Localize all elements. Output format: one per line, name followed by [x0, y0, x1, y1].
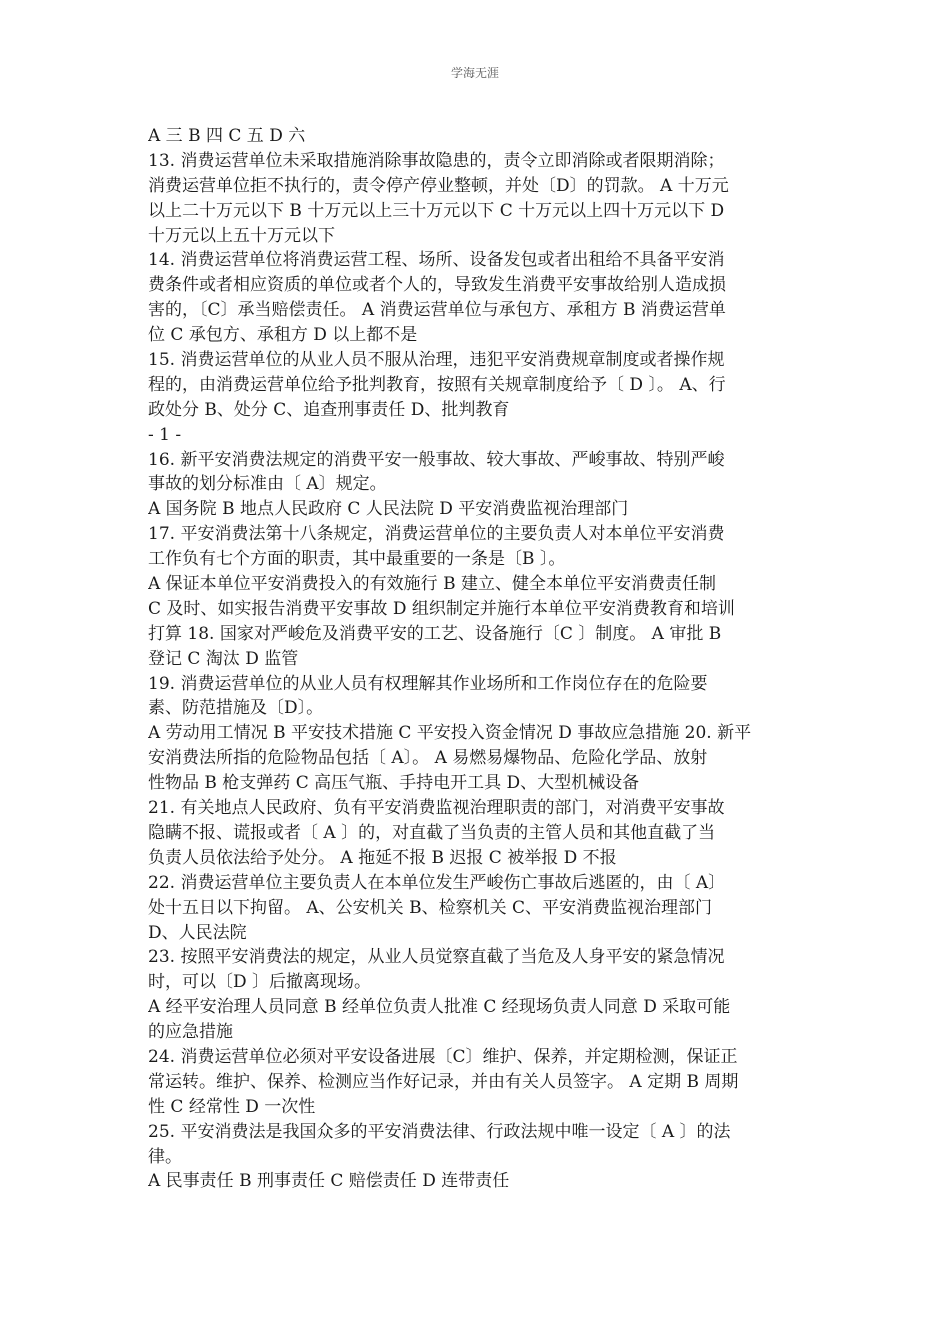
text-line: 22. 消费运营单位主要负责人在本单位发生严峻伤亡事故后逃匿的，由〔 A〕	[148, 872, 726, 893]
text-line: 登记 C 淘汰 D 监管	[148, 648, 299, 669]
text-line: 十万元以上五十万元以下	[148, 225, 335, 246]
text-line: 时，可以〔D 〕后撤离现场。	[148, 972, 372, 993]
text-line: 24. 消费运营单位必须对平安设备进展〔C〕维护、保养，并定期检测，保证正	[148, 1046, 738, 1067]
page-header: 学海无涯	[450, 66, 499, 80]
text-line: 16. 新平安消费法规定的消费平安一般事故、较大事故、严峻事故、特别严峻	[148, 449, 725, 470]
text-line: 消费运营单位拒不执行的，责令停产停业整顿，并处〔D〕的罚款。 A 十万元	[148, 175, 729, 196]
text-line: 隐瞒不报、谎报或者〔 A 〕的，对直截了当负责的主管人员和其他直截了当	[148, 822, 716, 843]
text-line: A 民事责任 B 刑事责任 C 赔偿责任 D 连带责任	[148, 1171, 510, 1192]
text-line: 位 C 承包方、承租方 D 以上都不是	[148, 325, 418, 346]
text-line: 以上二十万元以下 B 十万元以上三十万元以下 C 十万元以上四十万元以下 D	[148, 200, 725, 221]
text-line: 政处分 B、处分 C、追查刑事责任 D、批判教育	[148, 399, 510, 420]
text-line: 19. 消费运营单位的从业人员有权理解其作业场所和工作岗位存在的危险要	[148, 673, 708, 694]
text-line: 程的，由消费运营单位给予批判教育，按照有关规章制度给予〔 D 〕。 A、行	[148, 374, 726, 395]
text-line: 律。	[148, 1146, 182, 1167]
text-line: 打算 18. 国家对严峻危及消费平安的工艺、设备施行〔C 〕制度。 A 审批 B	[148, 623, 722, 644]
text-line: 工作负有七个方面的职责，其中最重要的一条是〔B 〕。	[148, 549, 566, 570]
text-line: 安消费法所指的危险物品包括〔 A〕。 A 易燃易爆物品、危险化学品、放射	[148, 748, 708, 769]
text-line: 费条件或者相应资质的单位或者个人的，导致发生消费平安事故给别人造成损	[148, 275, 726, 296]
text-line: 负责人员依法给予处分。 A 拖延不报 B 迟报 C 被举报 D 不报	[148, 847, 617, 868]
text-line: - 1 -	[148, 424, 182, 445]
document-body	[148, 124, 808, 1194]
text-line: 性物品 B 枪支弹药 C 高压气瓶、手持电开工具 D、大型机械设备	[148, 773, 640, 794]
text-line: A 国务院 B 地点人民政府 C 人民法院 D 平安消费监视治理部门	[148, 499, 629, 520]
text-line: 事故的划分标准由〔 A〕规定。	[148, 474, 387, 495]
text-line: A 保证本单位平安消费投入的有效施行 B 建立、健全本单位平安消费责任制	[148, 574, 716, 595]
text-line: 的应急措施	[148, 1022, 233, 1043]
text-line: D、人民法院	[148, 922, 247, 943]
text-line: 25. 平安消费法是我国众多的平安消费法律、行政法规中唯一设定〔 A 〕的法	[148, 1121, 731, 1142]
text-line: A 劳动用工情况 B 平安技术措施 C 平安投入资金情况 D 事故应急措施 20. 新平	[148, 723, 752, 744]
text-line: 素、防范措施及〔D〕。	[148, 698, 324, 719]
text-line: 害的，〔C〕承当赔偿责任。 A 消费运营单位与承包方、承租方 B 消费运营单	[148, 300, 726, 321]
text-line: 性 C 经常性 D 一次性	[148, 1096, 316, 1117]
text-line: A 三 B 四 C 五 D 六	[148, 126, 306, 146]
text-line: 常运转。维护、保养、检测应当作好记录，并由有关人员签字。 A 定期 B 周期	[148, 1071, 739, 1092]
text-line: 处十五日以下拘留。 A、公安机关 B、检察机关 C、平安消费监视治理部门	[148, 897, 712, 918]
text-line: 23. 按照平安消费法的规定，从业人员觉察直截了当危及人身平安的紧急情况	[148, 947, 725, 968]
text-line: 14. 消费运营单位将消费运营工程、场所、设备发包或者出租给不具备平安消	[148, 250, 725, 271]
text-line: 15. 消费运营单位的从业人员不服从治理，违犯平安消费规章制度或者操作规	[148, 350, 725, 371]
text-line: 17. 平安消费法第十八条规定，消费运营单位的主要负责人对本单位平安消费	[148, 524, 725, 545]
text-line: 13. 消费运营单位未采取措施消除事故隐患的，责令立即消除或者限期消除；	[148, 150, 725, 171]
text-line: C 及时、如实报告消费平安事故 D 组织制定并施行本单位平安消费教育和培训	[148, 598, 735, 619]
text-line: 21. 有关地点人民政府、负有平安消费监视治理职责的部门，对消费平安事故	[148, 798, 725, 819]
text-line: A 经平安治理人员同意 B 经单位负责人批准 C 经现场负责人同意 D 采取可能	[148, 997, 731, 1018]
